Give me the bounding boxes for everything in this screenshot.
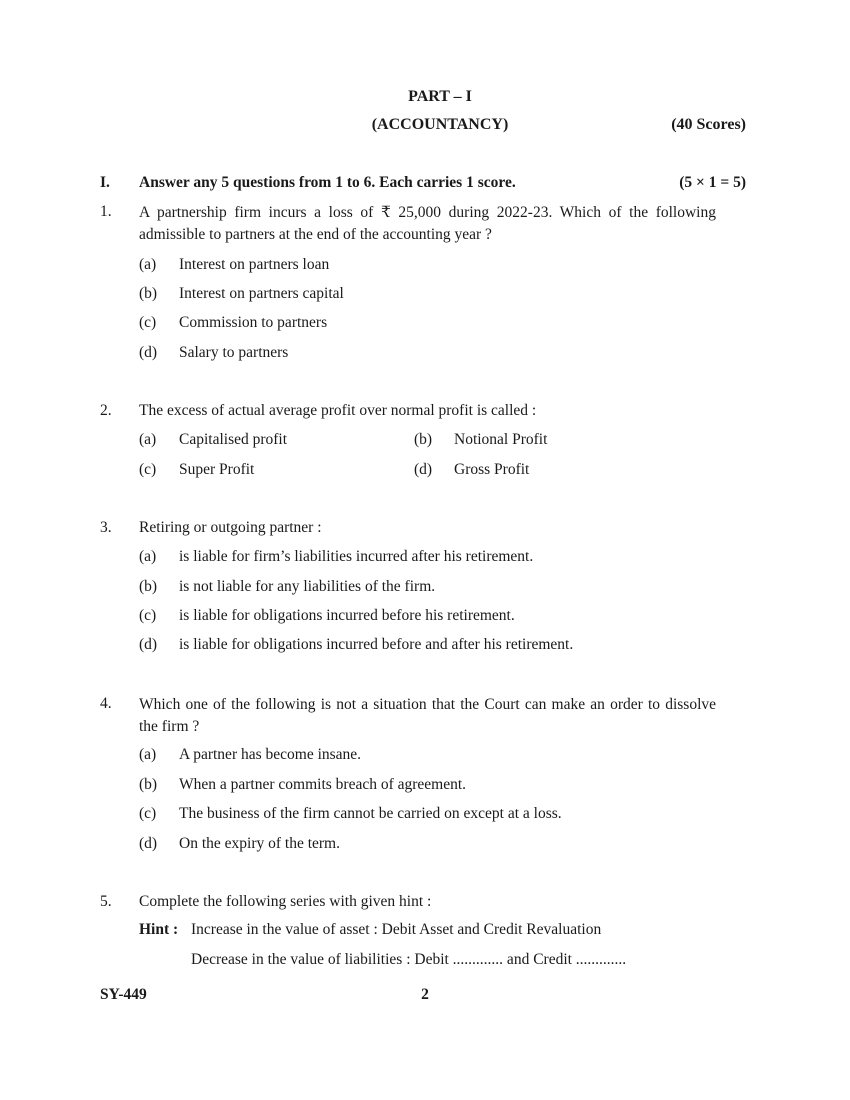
total-scores: (40 Scores) [671,116,746,133]
option-text: is liable for obligations incurred before his retirement. [179,607,515,624]
option-label: (b) [414,431,433,448]
option-text: The business of the firm cannot be carried on except at a loss. [179,805,562,822]
section-marks: (5 × 1 = 5) [679,174,746,191]
option-text: Commission to partners [179,314,328,331]
section-instruction: Answer any 5 questions from 1 to 6. Each carries 1 score. [139,174,516,191]
part-title: PART – I [408,88,472,105]
question-text: Retiring or outgoing partner : [139,519,322,536]
hint-line: Increase in the value of asset : Debit Asset and Credit Revaluation [191,921,602,938]
option-text: Capitalised profit [179,431,288,448]
option-label: (b) [139,578,158,595]
option-text: Notional Profit [454,431,548,448]
option-label: (a) [139,256,157,273]
question-text: The excess of actual average profit over normal profit is called : [139,402,537,419]
option-text: Super Profit [179,461,255,478]
question-number: 1. [100,203,112,220]
option-text: Interest on partners capital [179,285,344,302]
question-number: 2. [100,402,112,419]
paper-code: SY-449 [100,986,147,1003]
option-text: Gross Profit [454,461,530,478]
option-label: (a) [139,431,157,448]
option-label: (a) [139,548,157,565]
option-text: is liable for obligations incurred before and after his retirement. [179,636,574,653]
question-text: A partnership firm incurs a loss of ₹ 25,000 during 2022-23. Which of the following admissible to partners at the end of the accounting year ? [139,204,716,243]
option-label: (d) [414,461,433,478]
question-number: 3. [100,519,112,536]
option-label: (c) [139,607,157,624]
option-label: (d) [139,636,158,653]
hint-label: Hint : [139,921,179,938]
option-text: Interest on partners loan [179,256,330,273]
question-number: 5. [100,893,112,910]
question-number: 4. [100,695,112,712]
option-label: (d) [139,835,158,852]
question-text: Complete the following series with given hint : [139,893,432,910]
option-label: (c) [139,461,157,478]
option-text: A partner has become insane. [179,746,362,763]
hint-line: Decrease in the value of liabilities : Debit ............. and Credit ............. [191,951,627,968]
option-text: When a partner commits breach of agreement. [179,776,467,793]
option-label: (c) [139,314,157,331]
option-text: is liable for firm’s liabilities incurred after his retirement. [179,548,534,565]
section-number: I. [100,174,110,191]
option-text: Salary to partners [179,344,289,361]
option-label: (d) [139,344,158,361]
option-label: (a) [139,746,157,763]
subject-title: (ACCOUNTANCY) [371,116,509,133]
page-number: 2 [421,986,429,1003]
option-text: is not liable for any liabilities of the firm. [179,578,436,595]
option-label: (b) [139,776,158,793]
option-label: (b) [139,285,158,302]
option-text: On the expiry of the term. [179,835,340,852]
option-label: (c) [139,805,157,822]
question-text: Which one of the following is not a situation that the Court can make an order to dissolve the firm ? [139,696,716,735]
